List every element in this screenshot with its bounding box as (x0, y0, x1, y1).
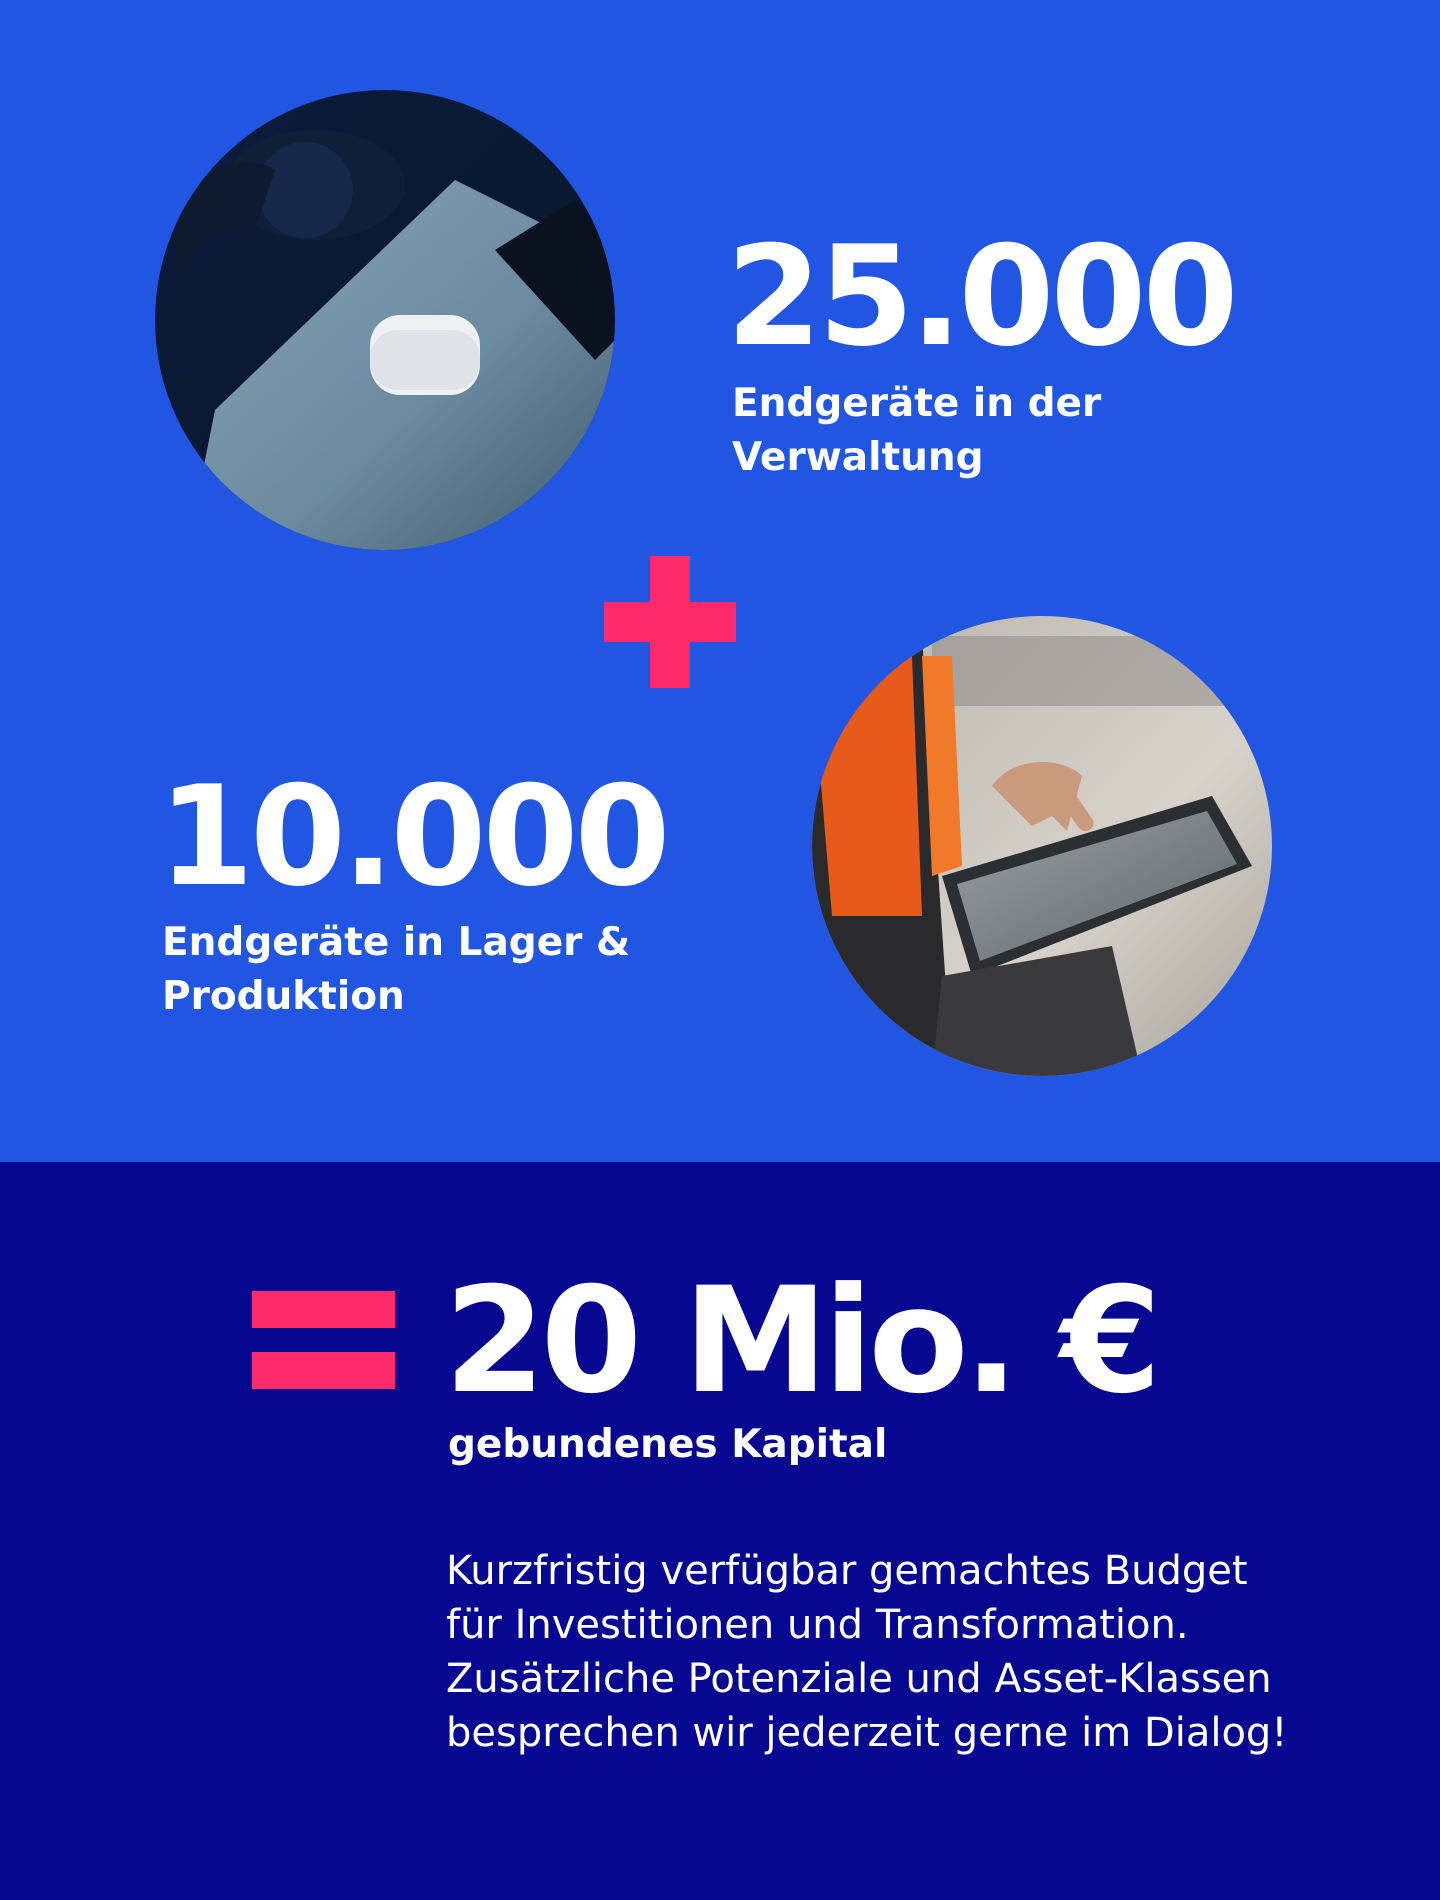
equals-icon-bottom-bar (252, 1352, 395, 1389)
equals-icon-top-bar (252, 1291, 395, 1328)
stat-2-label (162, 916, 682, 1024)
description-text (446, 1544, 1346, 1760)
warehouse-photo-circle (812, 616, 1272, 1076)
plus-icon-vertical (650, 556, 690, 688)
description-line: für Investitionen und Transformation. (446, 1602, 1189, 1648)
worker-tablet-photo (812, 616, 1272, 1076)
stat-2-label-line: Produktion (162, 974, 405, 1019)
description-line: besprechen wir jederzeit gerne im Dialog! (446, 1710, 1288, 1756)
stat-1-label-line: Verwaltung (732, 435, 984, 480)
devices-photo-circle (155, 90, 615, 550)
stat-1-label (732, 377, 1252, 485)
stat-1-value: 25.000 (726, 216, 1235, 377)
stat-2-label-line: Endgeräte in Lager & (162, 920, 630, 965)
stat-1-label-line: Endgeräte in der (732, 381, 1102, 426)
description-line: Kurzfristig verfügbar gemachtes Budget (446, 1548, 1248, 1594)
result-value: 20 Mio. € (444, 1256, 1157, 1426)
description-line: Zusätzliche Potenziale und Asset-Klassen (446, 1656, 1272, 1702)
stat-2-value: 10.000 (158, 756, 667, 917)
result-label: gebundenes Kapital (448, 1422, 888, 1467)
laptop-headphones-photo (155, 90, 615, 550)
